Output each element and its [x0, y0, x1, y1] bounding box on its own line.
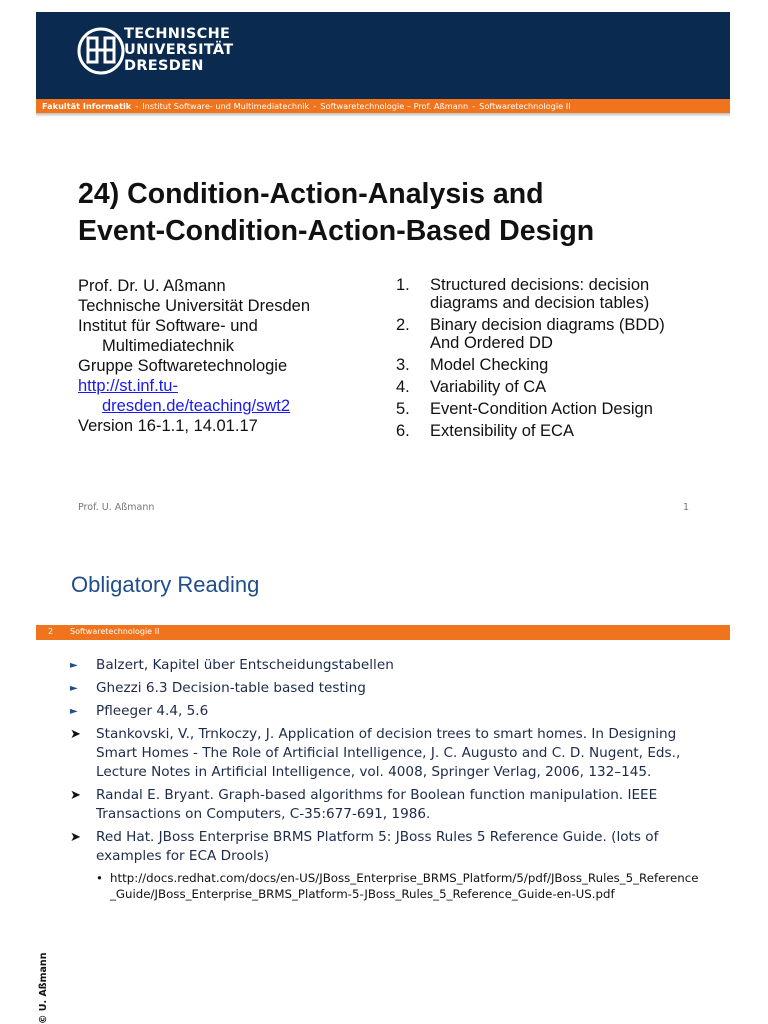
crumb-chair: Softwaretechnologie – Prof. Aßmann — [320, 101, 469, 111]
author-block — [78, 276, 378, 436]
logo-line-3: DRESDEN — [124, 58, 204, 74]
crumb-faculty: Fakultät Informatik — [42, 101, 132, 111]
arrow-bullet-icon: ➤ — [70, 830, 81, 845]
crumb-institute: Institut Software- und Multimediatechnik — [142, 101, 310, 111]
toc-item: 6. Extensibility of ECA — [396, 422, 574, 440]
author-name: Prof. Dr. U. Aßmann — [78, 277, 226, 295]
toc-item: 1. Structured decisions: decision diagrams and decision tables) — [396, 276, 650, 312]
copyright-vertical: © U. Aßmann — [38, 952, 49, 1024]
slide-title — [78, 176, 698, 250]
arrow-bullet-icon: ➤ — [70, 788, 81, 803]
sub-list — [96, 870, 700, 902]
toc-item: 5. Event-Condition Action Design — [396, 400, 653, 418]
toc-item: 3. Model Checking — [396, 356, 549, 374]
logo-line-2: UNIVERSITÄT — [124, 42, 234, 58]
list-item: ➤ Red Hat. JBoss Enterprise BRMS Platform 5: JBoss Rules 5 Reference Guide. (lots of examples for ECA Drools) • http://docs.redhat.com/docs/en-US/JBoss_Enterprise_BRMS_Platform/5/pdf/JBoss_Rules_5_Reference_Guide/JBoss_Enterprise_BRMS_Platform-5-JBoss_Rules_5_Reference_Guide-en-US.pdf — [70, 829, 699, 901]
university-banner — [36, 12, 730, 99]
author-institute: Institut für Software- und — [78, 317, 258, 335]
title-line-1: 24) Condition-Action-Analysis and — [78, 178, 544, 210]
author-university: Technische Universität Dresden — [78, 297, 311, 315]
author-institute-cont: Multimediatechnik — [102, 337, 235, 355]
table-of-contents — [396, 276, 716, 444]
breadcrumb: Fakultät Informatik - Institut Software- und Multimediatechnik - Softwaretechnologie – Prof. Aßmann - Softwaretechnologie II — [42, 101, 571, 111]
list-item: ► Pfleeger 4.4, 5.6 — [70, 703, 209, 719]
list-item: ► Balzert, Kapitel über Entscheidungstabellen — [70, 657, 394, 673]
slide-page-number: 1 — [683, 502, 690, 513]
course-link-cont[interactable]: dresden.de/teaching/swt2 — [102, 397, 291, 415]
arrow-bullet-icon: ➤ — [70, 727, 81, 742]
title-line-2: Event-Condition-Action-Based Design — [78, 215, 595, 247]
list-item: ► Ghezzi 6.3 Decision-table based testing — [70, 680, 366, 696]
bullet-icon: ► — [70, 706, 78, 717]
course-link[interactable]: http://st.inf.tu- — [78, 377, 178, 395]
slide-footer-author: Prof. U. Aßmann — [78, 502, 155, 513]
logo-line-1: TECHNISCHE — [124, 26, 231, 42]
toc-item: 2. Binary decision diagrams (BDD) And Ordered DD — [396, 316, 665, 352]
reading-list — [70, 656, 700, 906]
list-item: ➤ Stankovski, V., Trnkoczy, J. Application of decision trees to smart homes. In Designing Smart Homes - The Role of Artificial Intelligence, J. C. Augusto and C. D. Nugent, Eds., Lecture Notes in Artificial Intelligence, vol. 4008, Springer Verlag, 2006, 132–145. — [70, 726, 681, 780]
sub-list-item[interactable]: • http://docs.redhat.com/docs/en-US/JBoss_Enterprise_BRMS_Platform/5/pdf/JBoss_Rules_5_Reference_Guide/JBoss_Enterprise_BRMS_Platform-5-JBoss_Rules_5_Reference_Guide-en-US.pdf — [96, 871, 699, 901]
slide2-number: 2 — [48, 627, 54, 636]
reading-title: Obligatory Reading — [71, 572, 260, 597]
dot-bullet-icon: • — [96, 871, 103, 885]
crumb-course: Softwaretechnologie II — [479, 101, 571, 111]
author-group: Gruppe Softwaretechnologie — [78, 357, 288, 375]
list-item: ➤ Randal E. Bryant. Graph-based algorithms for Boolean function manipulation. IEEE Transactions on Computers, C-35:677-691, 1986. — [70, 787, 658, 822]
version-info: Version 16-1.1, 14.01.17 — [78, 417, 258, 435]
slide2-course: Softwaretechnologie II — [70, 627, 160, 636]
university-name — [124, 26, 234, 74]
toc-item: 4. Variability of CA — [396, 378, 547, 396]
tu-dresden-logo-icon — [76, 26, 126, 76]
banner-shadow — [36, 113, 730, 117]
bullet-icon: ► — [70, 683, 78, 694]
bullet-icon: ► — [70, 660, 78, 671]
